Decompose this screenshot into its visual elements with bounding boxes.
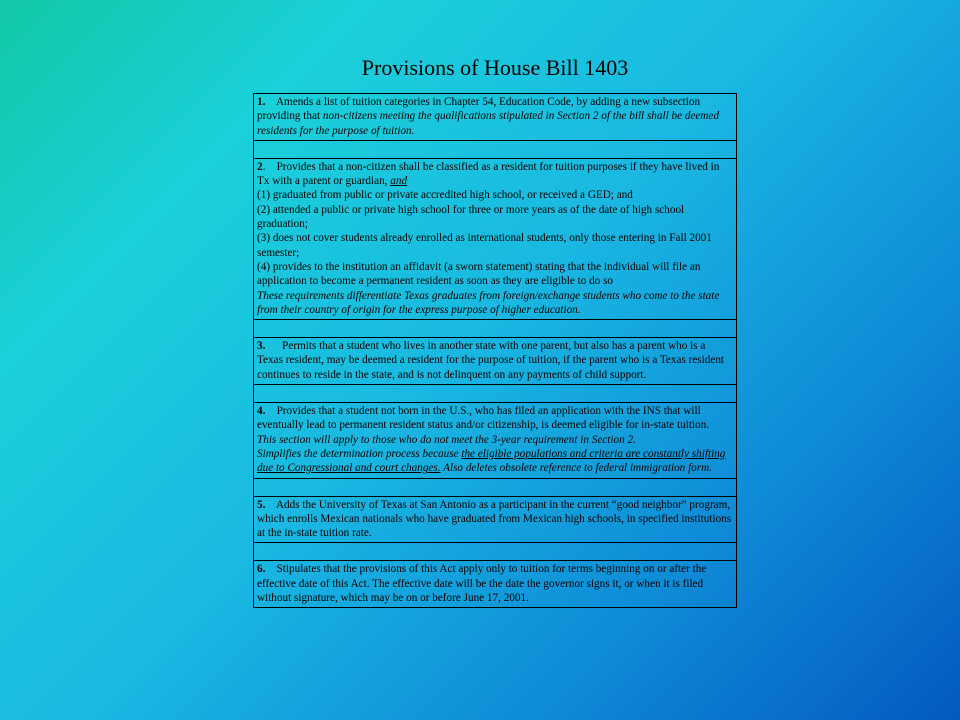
provision-text: Stipulates that the provisions of this Act apply only to tuition for terms beginning on or after the effective date of this Act. The effective date will be the date the governor signs it, or when it is filed without signature, which may be on or before June 17, 2001.: [257, 563, 707, 605]
provision-2: [254, 158, 737, 319]
provision-item: (4) provides to the institution an affidavit (a sworn statement) stating that the individual will file an application to become a permanent resident as soon as they are eligible to do so: [257, 260, 701, 288]
provision-italic-text: Also deletes obsolete reference to federal immigration form.: [440, 462, 713, 475]
provision-number: 2: [257, 160, 263, 173]
provision-3: [254, 338, 737, 385]
spacer-row: [254, 543, 737, 561]
provisions-table: [253, 93, 737, 608]
table-row: [254, 338, 737, 385]
provision-number: 3.: [257, 340, 266, 353]
provision-number: 5.: [257, 498, 266, 511]
provision-italic-text: non-citizens meeting the qualifications stipulated in Section 2 of the bill shall be deemed residents for the purpose of tuition.: [257, 110, 720, 137]
spacer-row: [254, 478, 737, 496]
table-row: [254, 561, 737, 608]
provision-number: 6.: [257, 563, 266, 576]
page-title: Provisions of House Bill 1403: [361, 55, 629, 80]
provision-text: Adds the University of Texas at San Antonio as a participant in the current “good neighbor” program, which enrolls Mexican nationals who have graduated from Mexican high schools, in specified institutions at the in-state tuition rate.: [257, 498, 732, 540]
provision-6: [254, 561, 737, 608]
provision-item: (2) attended a public or private high school for three or more years as of the date of high school graduation;: [257, 203, 685, 231]
provision-text: Provides that a non-citizen shall be classified as a resident for tuition purposes if they have lived in Tx with a parent or guardian,: [257, 160, 720, 188]
table-row: [254, 496, 737, 543]
provision-5: [254, 496, 737, 543]
provision-number: 1.: [257, 96, 266, 108]
spacer-cell: [254, 478, 737, 496]
provision-italic-text: Simplifies the determination process because: [257, 447, 462, 460]
provision-item: (1) graduated from public or private accredited high school, or received a GED; and: [257, 189, 633, 202]
provision-number: 4.: [257, 405, 266, 418]
table-row: [254, 403, 737, 478]
spacer-cell: [254, 140, 737, 158]
spacer-row: [254, 140, 737, 158]
provision-text: Permits that a student who lives in another state with one parent, but also has a parent who is a Texas resident, may be deemed a resident for the purpose of tuition, if the parent who is a Texas resident continues to reside in the state, and is not delinquent on any payments of child support.: [257, 340, 725, 381]
spacer-row: [254, 385, 737, 403]
provision-text: Provides that a student not born in the U.S., who has filed an application with the INS that will eventually lead to permanent resident status and/or citizenship, is deemed eligible for in-state tuition.: [257, 405, 710, 432]
provision-item: (3) does not cover students already enrolled as international students, only those entering in Fall 2001 semester;: [257, 232, 712, 259]
provision-italic-text: These requirements differentiate Texas graduates from foreign/exchange students who come to the state from their country of origin for the express purpose of higher education.: [257, 289, 720, 316]
provision-italic-text: This section will apply to those who do not meet the 3-year requirement in Section 2.: [257, 433, 636, 446]
spacer-cell: [254, 385, 737, 403]
table-row: [254, 94, 737, 141]
provision-and: and: [390, 175, 408, 188]
table-row: [254, 158, 737, 319]
provision-number-dot: .: [262, 160, 266, 173]
provision-4: [254, 403, 737, 478]
spacer-cell: [254, 320, 737, 338]
spacer-row: [254, 320, 737, 338]
provision-1: [254, 94, 737, 141]
provision-underlined-text: the eligible populations and criteria are constantly shifting due to Congressional and court changes.: [257, 447, 726, 475]
provision-text: Amends a list of tuition categories in Chapter 54, Education Code, by adding a new subsection providing that: [257, 96, 701, 123]
spacer-cell: [254, 543, 737, 561]
